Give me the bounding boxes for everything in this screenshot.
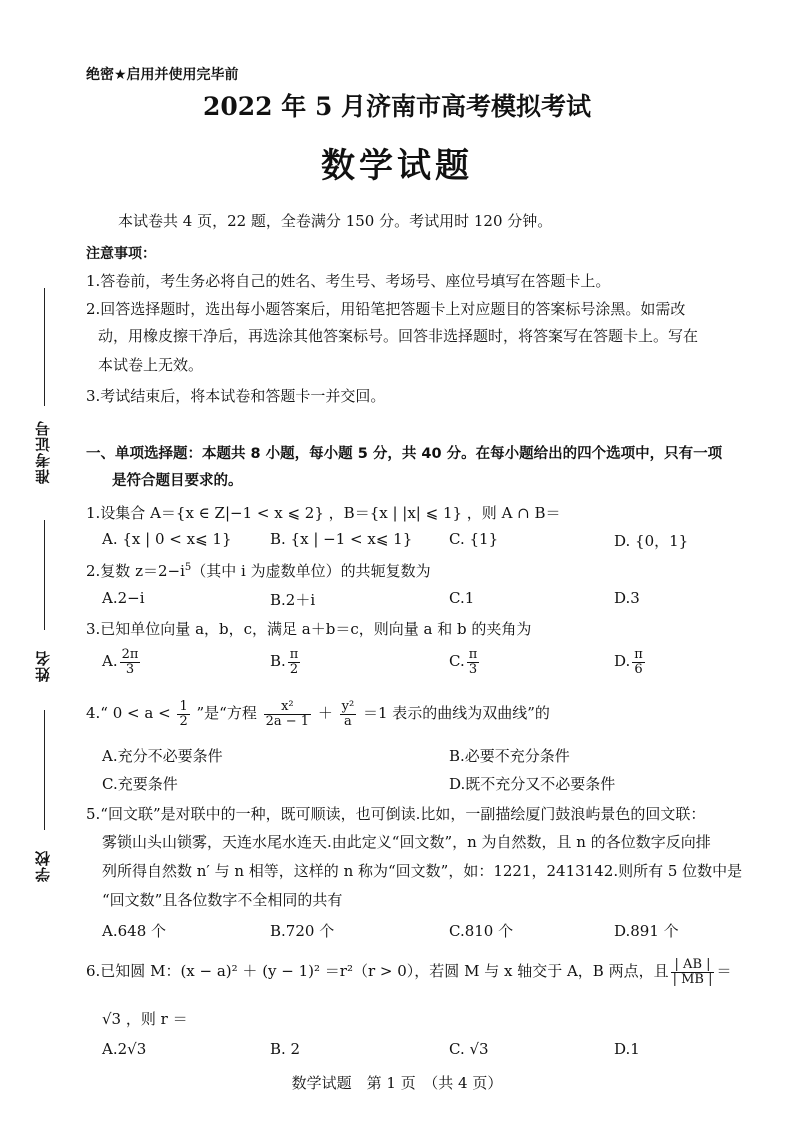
q4-fraction-x (264, 700, 311, 728)
q6-equals: ＝ (716, 962, 732, 981)
q3-option-c-label: C. (449, 652, 465, 671)
school-line (44, 710, 45, 830)
q3-option-b-fraction (288, 648, 301, 676)
q5-option-d: D.891 个 (614, 922, 679, 940)
q3-option-c (449, 648, 481, 676)
q4-stem-part-2: ”是“方程 (191, 704, 262, 723)
note-2-line-3: 本试卷上无效。 (98, 356, 204, 374)
q4-stem-part-4: ＝1 表示的曲线为双曲线”的 (358, 704, 550, 723)
q3-b-num: π (289, 647, 299, 662)
q4-fraction-y (340, 700, 357, 728)
note-2-line-1: 2.回答选择题时，选出每小题答案后，用铅笔把答题卡上对应题目的答案标号涂黑。如需改 (86, 300, 686, 318)
q1-option-c: C. {1} (449, 530, 499, 548)
note-1: 1.答卷前，考生务必将自己的姓名、考生号、考场号、座位号填写在答题卡上。 (86, 272, 611, 290)
q2-stem-post: （其中 i 为虚数单位）的共轭复数为 (191, 562, 431, 580)
q2-stem-exponent: 5 (184, 562, 192, 573)
q6-fraction (671, 958, 715, 986)
section-1-heading-line-1: 一、单项选择题：本题共 8 小题，每小题 5 分，共 40 分。在每小题给出的四个选项中，只有一项 (86, 446, 723, 462)
q1-option-a: A. {x | 0 < x⩽ 1} (102, 530, 232, 548)
q6-f-den: | MB | (672, 971, 713, 987)
q3-option-a (102, 648, 142, 676)
q5-option-c: C.810 个 (449, 922, 514, 940)
q2-option-c: C.1 (449, 589, 475, 607)
exam-title: 2022 年 5 月济南市高考模拟考试 (202, 92, 592, 121)
q3-option-d-label: D. (614, 652, 631, 671)
q2-stem (86, 560, 431, 581)
q4-stem-part-1: 4.“ 0 < a < (86, 704, 176, 723)
q3-option-b (270, 648, 302, 676)
q1-option-b: B. {x | −1 < x⩽ 1} (270, 530, 413, 548)
q3-c-den: 3 (468, 661, 478, 677)
q4-option-b: B.必要不充分条件 (449, 747, 570, 765)
q5-line-3: 列所得自然数 n′ 与 n 相等，这样的 n 称为“回文数”，如：1221，2413142.则所有 5 位数中是 (102, 862, 743, 880)
exam-intro: 本试卷共 4 页，22 题，全卷满分 150 分。考试用时 120 分钟。 (118, 212, 553, 230)
q6-stem (86, 958, 732, 986)
q1-option-d: D. {0，1} (614, 532, 689, 550)
name-line (44, 520, 45, 630)
note-3: 3.考试结束后，将本试卷和答题卡一并交回。 (86, 387, 386, 405)
q6-option-b: B. 2 (270, 1040, 301, 1058)
q2-option-d: D.3 (614, 589, 640, 607)
q4-f1-den: 2 (179, 713, 188, 729)
subject-title: 数学试题 (321, 146, 473, 186)
note-2-line-2: 动，用橡皮擦干净后，再选涂其他答案标号。回答非选择题时，将答案写在答题卡上。写在 (98, 327, 699, 345)
q2-option-a: A.2−i (102, 589, 145, 607)
section-1-heading-line-2: 是符合题目要求的。 (112, 473, 243, 489)
name-label: 姓名 (34, 650, 52, 682)
q3-a-num: 2π (121, 647, 139, 662)
q4-stem-part-3: ＋ (313, 704, 338, 723)
notes-heading: 注意事项： (86, 246, 156, 262)
q4-f2-den: 2a − 1 (265, 713, 310, 729)
school-label: 学校 (34, 850, 52, 882)
q4-fraction-half (177, 700, 189, 728)
q3-c-num: π (468, 647, 478, 662)
q2-stem-pre: 2.复数 z＝2−i (86, 562, 185, 580)
q3-a-den: 3 (125, 661, 135, 677)
exam-id-label: 准考证号 (34, 420, 52, 484)
q3-option-a-fraction (120, 648, 141, 676)
q6-line-2: √3 ，则 r ＝ (102, 1010, 188, 1028)
q4-option-d: D.既不充分又不必要条件 (449, 775, 616, 793)
q5-option-b: B.720 个 (270, 922, 335, 940)
q3-option-c-fraction (467, 648, 480, 676)
q1-stem: 1.设集合 A＝{x ∈ Z|−1 < x ⩽ 2} ，B＝{x | |x| ⩽ 1} ，则 A ∩ B＝ (86, 504, 561, 522)
q3-stem: 3.已知单位向量 a，b，c，满足 a＋b＝c，则向量 a 和 b 的夹角为 (86, 620, 532, 638)
q4-option-a: A.充分不必要条件 (102, 747, 223, 765)
q6-option-a: A.2√3 (102, 1040, 147, 1058)
q2-option-b: B.2＋i (270, 591, 316, 609)
q6-stem-text: 6.已知圆 M：(x − a)² ＋ (y − 1)² ＝r²（r > 0），若圆 M 与 x 轴交于 A，B 两点，且 (86, 962, 669, 981)
q3-option-a-label: A. (102, 652, 118, 671)
q5-line-2: 雾锁山头山锁雾，天连水尾水连天.由此定义“回文数”，n 为自然数，且 n 的各位数字反向排 (102, 833, 711, 851)
q6-option-c: C. √3 (449, 1040, 489, 1058)
page-footer: 数学试题 第 1 页 （共 4 页） (291, 1074, 503, 1092)
q4-option-c: C.充要条件 (102, 775, 178, 793)
q5-line-1: 5.“回文联”是对联中的一种，既可顺读，也可倒读.比如，一副描绘厦门鼓浪屿景色的回文联： (86, 805, 706, 823)
secrecy-label: 绝密★启用并使用完毕前 (86, 67, 239, 83)
q3-d-den: 6 (634, 661, 643, 677)
q3-option-d-fraction (632, 648, 645, 676)
exam-id-line (44, 288, 45, 406)
q4-stem (86, 700, 550, 728)
q5-line-4: “回文数”且各位数字不全相同的共有 (102, 891, 343, 909)
q3-option-b-label: B. (270, 652, 286, 671)
q4-f2-num: x² (264, 700, 311, 715)
q5-option-a: A.648 个 (102, 922, 166, 940)
q4-f1-num: 1 (179, 699, 188, 714)
q4-f3-den: a (344, 713, 352, 729)
q3-option-d (614, 648, 647, 676)
q3-d-num: π (634, 647, 643, 662)
q3-b-den: 2 (289, 661, 299, 677)
q4-f3-num: y² (341, 699, 355, 714)
q6-option-d: D.1 (614, 1040, 640, 1058)
q6-f-num: | AB | (671, 958, 715, 973)
